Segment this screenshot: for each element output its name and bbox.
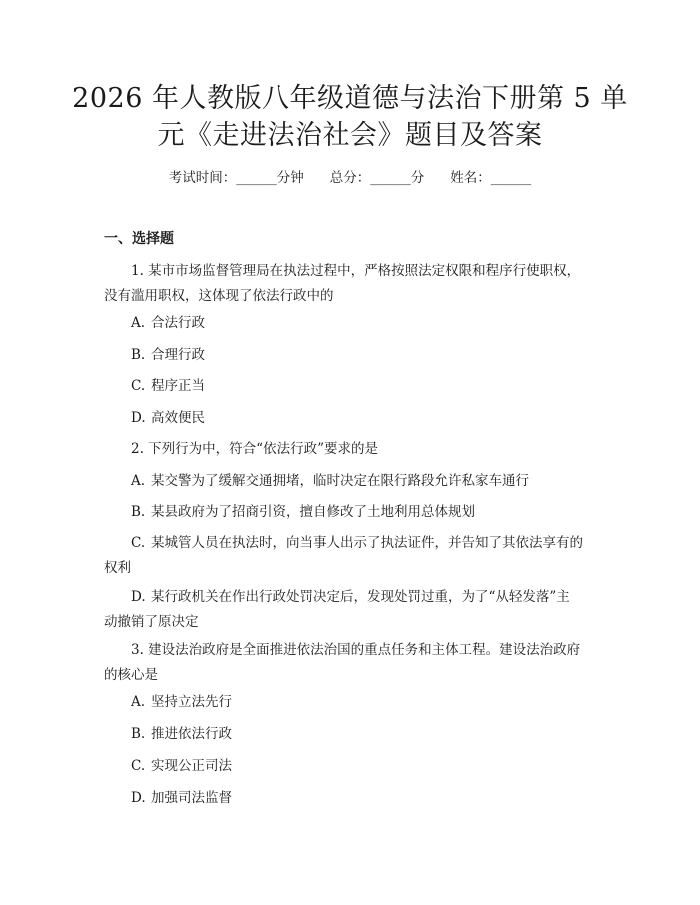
question-1-option-a: A. 合法行政 (131, 315, 205, 331)
question-2-option-b: B. 某县政府为了招商引资，擅自修改了土地利用总体规划 (131, 504, 475, 520)
question-stem-line: 3. 建设法治政府是全面推进依法治国的重点任务和主体工程。建设法治政府 (131, 642, 581, 658)
question-1-option-c: C. 程序正当 (131, 378, 205, 394)
question-2-stem (104, 437, 602, 462)
question-3-option-d: D. 加强司法监督 (131, 790, 232, 806)
question-3-option-b: B. 推进依法行政 (131, 726, 232, 742)
question-1-option-b: B. 合理行政 (131, 347, 205, 363)
question-stem-line: 没有滥用职权，这体现了依法行政中的 (104, 288, 334, 304)
question-2-option-a: A. 某交警为了缓解交通拥堵，临时决定在限行路段允许私家车通行 (131, 473, 529, 489)
question-2-option-c: C. 某城管人员在执法时，向当事人出示了执法证件，并告知了其依法享有的 权利 (104, 535, 583, 576)
question-3-option-a: A. 坚持立法先行 (131, 694, 232, 710)
question-2-option-d: D. 某行政机关在作出行政处罚决定后，发现处罚过重，为了“从轻发落”主 动撤销了原决定 (104, 589, 570, 630)
question-stem-line: 2. 下列行为中，符合“依法行政”要求的是 (131, 441, 378, 457)
question-stem-line: 1. 某市市场监督管理局在执法过程中，严格按照法定权限和程序行使职权， (131, 263, 581, 279)
question-1-option-d: D. 高效便民 (131, 410, 205, 426)
exam-info-line (0, 169, 700, 187)
exam-time-field: 考试时间：______分钟 (168, 170, 304, 186)
document-title-line-1: 2026 年人教版八年级道德与法治下册第 5 单 (72, 83, 628, 114)
document-title-line-2: 元《走进法治社会》题目及答案 (157, 120, 543, 151)
question-3-stem (104, 638, 602, 688)
total-score-field: 总分：______分 (329, 170, 425, 186)
section-heading: 一、选择题 (104, 231, 174, 247)
question-3-option-c: C. 实现公正司法 (131, 758, 232, 774)
question-1-stem (104, 259, 602, 309)
question-stem-line: 的核心是 (104, 667, 158, 683)
student-name-field: 姓名：______ (450, 170, 532, 186)
